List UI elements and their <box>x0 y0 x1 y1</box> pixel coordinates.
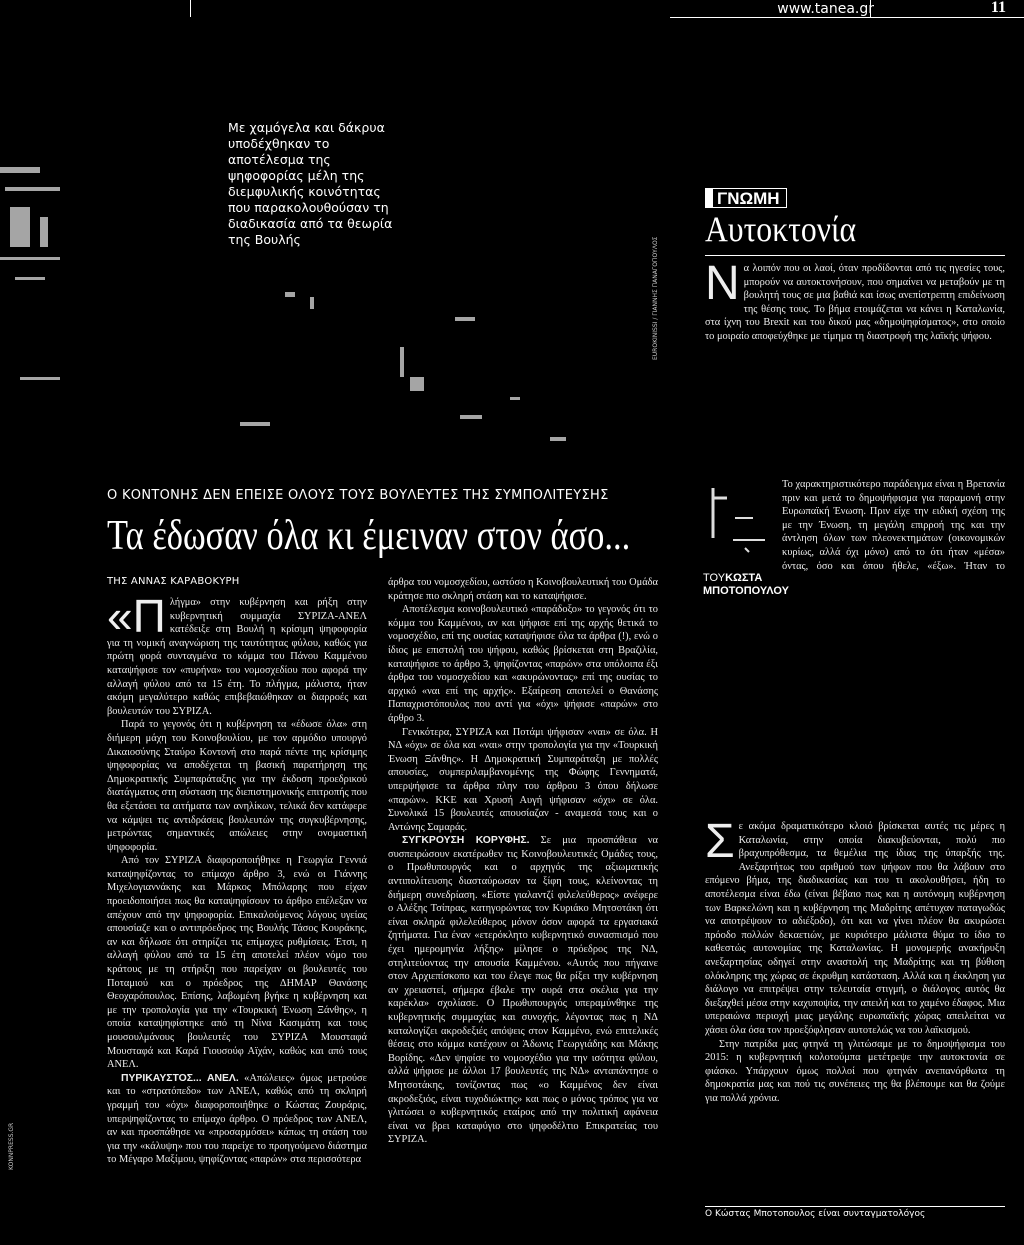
opinion-divider <box>705 255 1005 256</box>
article-paragraph: «Απώλειες» όμως μετρούσε και το «στρατόπεδο» των ΑΝΕΛ, καθώς από τη σκληρή γραμμή του «όχι» διαφοροποιήθηκε ο Κώστας Ζουράρις, υπερψηφίζοντας το επίμαχο άρθρο. Ο πρόεδρος των ΑΝΕΛ, αν και προσπάθησε να «προσαρμόσει» κάπως τη στάση του για την «κάλυψη» που του παρείχε το προηγούμενο διάστημα το Μέγαρο Μαξίμου, ψηφίζοντας «παρών» στα περισσότερα <box>107 1072 367 1166</box>
author-first-name: ΚΩΣΤΑ <box>725 572 763 584</box>
author-prefix: ΤΟΥ <box>703 572 726 584</box>
article-subhead: ΣΥΓΚΡΟΥΣΗ ΚΟΡΥΦΗΣ. <box>402 835 530 847</box>
side-credit: KONNPRESS.GR <box>8 1122 15 1170</box>
site-url: www.tanea.gr <box>777 1 874 17</box>
page-header-bar <box>0 0 1024 18</box>
article-paragraph: Αποτέλεσμα κοινοβουλευτικό «παράδοξο» το γεγονός ότι το κόμμα του Καμμένου, αν και ψήφισε επί της αρχής θετικά το νομοσχέδιο, επί της ουσίας καταψήφισε όλα τα άρθρα (!), ενώ ο ίδιος με επιστολή του ψήφου, καθώς βρίσκεται στη Βραζιλία, καταψήφισε το άρθρο 3, ψηφίζοντας «παρών» στα υπόλοιπα έξι άρθρα του νομοσχεδίου και «ακυρώνοντας» επί της ουσίας το αρχικό «ναι επί της αρχής». Εξαίρεση αποτελεί ο Θανάσης Παπαχριστόπουλος που αντί για «όχι» ψήφισε «παρών» στο άρθρο 3. <box>388 604 658 724</box>
article-kicker: Ο ΚΟΝΤΟΝΗΣ ΔΕΝ ΕΠΕΙΣΕ ΟΛΟΥΣ ΤΟΥΣ ΒΟΥΛΕΥΤΕΣ ΤΗΣ ΣΥΜΠΟΛΙΤΕΥΣΗΣ <box>107 488 609 503</box>
article-column-1 <box>107 596 367 1236</box>
page-number: 11 <box>990 0 1006 16</box>
opinion-column-bottom <box>705 820 1005 1200</box>
opinion-dropcap-2: Σ <box>705 820 735 868</box>
opinion-dropcap: Ν <box>705 262 740 310</box>
article-column-2 <box>388 576 658 1236</box>
article-photo <box>0 17 670 477</box>
article-headline: Τα έδωσαν όλα κι έμειναν στον άσο... <box>107 513 631 559</box>
article-dropcap: «Π <box>107 596 166 642</box>
opinion-column-top <box>705 262 1005 477</box>
article-byline: ΤΗΣ ΑΝΝΑΣ ΚΑΡΑΒΟΚΥΡΗ <box>107 576 240 587</box>
opinion-author <box>703 572 789 598</box>
opinion-column-beside-portrait <box>782 478 1005 572</box>
author-portrait <box>705 478 777 568</box>
article-paragraph: Σε μια προσπάθεια να συσπειρώσουν εκατέρωθεν τις Κοινοβουλευτικές Ομάδες τους, ο Πρωθυπουργός και ο αρχηγός της αξιωματικής αντιπολίτευσης διασταύρωσαν τα ξίφη τους, κλείνοντας τη διήμερη συνεδρίαση. «Είστε γιαλαντζί φιλελεύθερος» ανέφερε ο Αλέξης Τσίπρας, κατηγορώντας τον Κυριάκο Μητσοτάκη ότι είναι σκληρά φιλελεύθερος μόνον όσον αφορά τα εργασιακά ζητήματα. Για έναν «ετερόκλητο κυβερνητικό συνασπισμό που έχει ημερομηνία λήξης» μίλησε ο πρόεδρος της ΝΔ, στηλιτεύοντας την απουσία Καμμένου. «Αυτός που πήγαινε στον Αρχιεπίσκοπο και του έλεγε πως θα ρίξει την κυβέρνηση αν χρειαστεί, σήμερα έβαλε την ουρά στα σκέλια για την καρέκλα» σχολίασε. Ο Πρωθυπουργός υπεραμύνθηκε της κυβερνητικής συμμαχίας και συνοχής, λέγοντας πως η ΝΔ καταλογίζει ακροδεξιές απόψεις στον Καμμένο, ενώ επιτελικές θέσεις στο κόμμα κατέχουν οι Άδωνις Γεωργιάδης και Μάκης Βορίδης. «Δεν ψηφίσε το νομοσχέδιο για την ισότητα φύλου, αλλά ψήφισε με άλλοι 17 βουλευτές της ΝΔ» ανταπάντησε ο Μητσοτάκης, τονίζοντας πως «ο Καμμένος δεν είναι ακροδεξιός, είναι τυχοδιώκτης» και πως ο μόνος τρόπος για να γλιτώσει ο κυβερνητικός εταίρος από την πολιτική αφάνεια είναι να βρει καταφύγιο στο ψηφοδέλτιο Επικρατείας του ΣΥΡΙΖΑ. <box>388 835 658 1146</box>
opinion-paragraph: α λοιπόν που οι λαοί, όταν προδίδονται από τις ηγεσίες τους, μπορούν να αυτοκτονήσουν, που σημαίνει να μεταβούν με τη βουλητή τους σε μια βαθιά και ίσως ανεπίστρεπτη επιδείνωση της θέσης τους. Το βήμα ετοιμάζεται να κάνει η Καταλωνία, στα ίχνη του Brexit και του δικού μας «δημοψηφίσματος», στο οποίο το μοιραίο αποφεύχθηκε με τίμημα τη διαστροφή της λαϊκής ψήφου. <box>705 263 1005 342</box>
header-divider <box>190 0 191 17</box>
article-paragraph: Γενικότερα, ΣΥΡΙΖΑ και Ποτάμι ψήφισαν «ναι» σε όλα. Η ΝΔ «όχι» σε όλα και «ναι» στην τροπολογία για την «Τουρκική Ένωση Ξάνθης». Η Δημοκρατική Συμπαράταξη με πολλές απουσίες, συμπεριλαμβανομένης της Φώφης Γεννηματά, υπερψήφισε τα άρθρα πλην του άρθρου 3 όπου δήλωσε «παρών». ΚΚΕ και Χρυσή Αυγή ψήφισαν «όχι» σε όλα. Συνολικά 15 βουλευτές απουσίαζαν - αναμεσά τους και ο Αντώνης Σαμαράς. <box>388 726 658 833</box>
article-lead: λήγμα» στην κυβέρνηση και ρήξη στην κυβερνητική συμμαχία ΣΥΡΙΖΑ-ΑΝΕΛ κατέδειξε στη Βουλή η κρίσιμη ψηφοφορία για τη νομική αναγνώριση της ταυτότητας φύλου, καθώς για πρώτη φορά συνταγμένα το κόμμα του Πάνου Καμμένου καταψήφισε τον «πυρήνα» του νομοσχεδίου που αφορά την αλλαγή φύλου από τα 15 έτη. Το πλήγμα, μάλιστα, ήταν ακόμη μεγαλύτερο καθώς επιβεβαιώθηκαν οι διαρροές και βουλευτών του ΣΥΡΙΖΑ. <box>107 597 367 717</box>
photo-credit: EUROKINISSI / ΓΙΑΝΝΗΣ ΠΑΝΑΓΟΠΟΥΛΟΣ <box>652 236 659 360</box>
opinion-paragraph: Στην πατρίδα μας φτηνά τη γλιτώσαμε με το δημοψήφισμα του 2015: η κυβερνητική κολοτούμπα μετέτρεψε την αυτοκτονία σε φιάσκο. Υπάρχουν όμως πολλοί που φτηνάν ανεπανόρθωτα τη δημοκρατία μας και πού τις συνέπειες της θα βλέπουμε και θα ζούμε για πολλά χρόνια. <box>705 1038 1005 1104</box>
opinion-paragraph: Το χαρακτηριστικότερο παράδειγμα είναι η Βρετανία πριν και μετά το δημοψήφισμα για παραμονή στην Ευρωπαϊκή Ένωση. Πριν είχε την ειδική σχέση της με την Ένωση, τη μεγάλη επιρροή της και την άντληση όλων των πλεονεκτημάτων (οικονομικών κυρίως, αλλά όχι μόνο) από το ότι ήταν «μέσα» όντας, όσο και όπου ήθελε, «έξω». Ήταν το <box>782 479 1005 572</box>
author-last-name: ΜΠΟΤΟΠΟΥΛΟΥ <box>703 585 789 597</box>
opinion-title: Αυτοκτονία <box>705 209 857 249</box>
article-subhead: ΠΥΡΙΚΑΥΣΤΟΣ... ΑΝΕΛ. <box>121 1072 239 1084</box>
opinion-paragraph: ε ακόμα δραματικότερο κλοιό βρίσκεται αυτές τις μέρες η Καταλωνία, στην οποία διακυβεύονται, πολύ πιο βραχυπρόθεσμα, τα θεμέλια της ίδιας της ύπαρξής της. Ανεξαρτήτως του αριθμού των ψήφων που θα λάβουν στο επόμενο βήμα, της διαδικασίας και του τι ακολουθήσει, ήδη το αποτέλεσμα είναι έδω (είναι βέβαιο πως και η αυτόνομη κυβέρνηση των Βαρκελώνη και η κυβέρνηση της Μαδρίτης απέτυχαν παταγωδώς να αποτρέψουν το αδιέξοδο), ότι και να γίνει πλέον θα ακυρώσει πρόοδο πολλών δεκαετιών, με κυριότερο μάλιστα θύμα το ίδιο το καθεστώς αυτονομίας της Καταλωνίας. Η μονομερής ανακήρυξη ανεξαρτησίας οδηγεί στην αναστολή της Μαδρίτης και τη βύθιση ολόκληρης της χώρας σε έκρυθμη κατάσταση. Αλλά και η έκκληση για διάλογο να επιτρέψει στην τελευταία στιγμή, ο διάλογος αυτός θα διεξαχθεί μέσα στην καχυποψία, την απειλή και το χαμένο έδαφος. Μια υπεραιώνα περιοχή μιας μεγάλης ευρωπαϊκής χώρας απειλείται να χάσει όλα όσα τον προεξόφλησαν αυτοτελώς να του λαϊκισμού. <box>705 821 1005 1036</box>
photo-caption: Με χαμόγελα και δάκρυα υποδέχθηκαν το αποτέλεσμα της ψηφοφορίας μέλη της διεμφυλικής κοινότητας που παρακολουθούσαν τη διαδικασία από τα θεωρία της Βουλής <box>228 120 393 247</box>
opinion-column-middle <box>705 600 1005 800</box>
article-paragraph: Από τον ΣΥΡΙΖΑ διαφοροποιήθηκε η Γεωργία Γεννιά καταψηφίζοντας το επίμαχο άρθρο 3, ενώ οι Γιάννης Μιχελογιαννάκης και Μάρκος Μπόλαρης που είχαν προειδοποιήσει πως θα καταψηφίσουν το άρθρο επέλεξαν να απέχουν από την ψηφοφορία. Επικαλούμενος λόγους υγείας απουσίαζε και ο αντιπρόεδρος της Βουλής Τάσος Κουράκης, αν και δήλωσε ότι στηρίζει τις επίμαχες ρυθμίσεις. Έτσι, η αλλαγή φύλου από τα 15 έτη αποτελεί πλέον νόμο του κράτους με τη στήριξη που παρείχαν οι βουλευτές του Ποταμιού και ο πρόεδρος της ΔΗΜΑΡ Θανάσης Θεοχαρόπουλος. Επίσης, λαβωμένη βγήκε η κυβέρνηση και με την τροπολογία για την «Τουρκική Ένωση Ξάνθης», η οποία καταψηφίστηκε από τη Νίνα Κασιμάτη και τους μουσουλμάνους βουλευτές του ΣΥΡΙΖΑ Μουσταφά Μουσταφά και Καρά Γιουσούφ Αϊχάν, καθώς και από τους ΑΝΕΛ. <box>107 855 367 1071</box>
opinion-label: ΓΝΩΜΗ <box>705 188 787 208</box>
article-paragraph: άρθρα του νομοσχεδίου, ωστόσο η Κοινοβουλευτική του Ομάδα κράτησε πιο σκληρή στάση και το καταψήφισε. <box>388 577 658 602</box>
opinion-author-note: Ο Κώστας Μποτοπουλος είναι συνταγματολόγος <box>705 1206 1005 1219</box>
article-paragraph: Παρά το γεγονός ότι η κυβέρνηση τα «έδωσε όλα» στη διήμερη μάχη του Κοινοβουλίου, με τον αρμόδιο υπουργό Δικαιοσύνης Σταύρο Κοντονή στο παρά πέντε της κρίσιμης ψηφοφορίας να αποδέχεται τη βασική παρατήρηση της Δημοκρατικής Συμπαράταξης για την έκδοση προεδρικού διατάγματος στη σύσταση της διεπιστημονικής επιτροπής που θα εξετάσει τα αιτήματα των ανηλίκων, τελικά δεν κατάφερε να κάμψει τις αντιδράσεις βουλευτών της συγκυβέρνησης, μετρώντας σημαντικές απώλειες στην ονομαστική ψηφοφορία. <box>107 719 367 853</box>
